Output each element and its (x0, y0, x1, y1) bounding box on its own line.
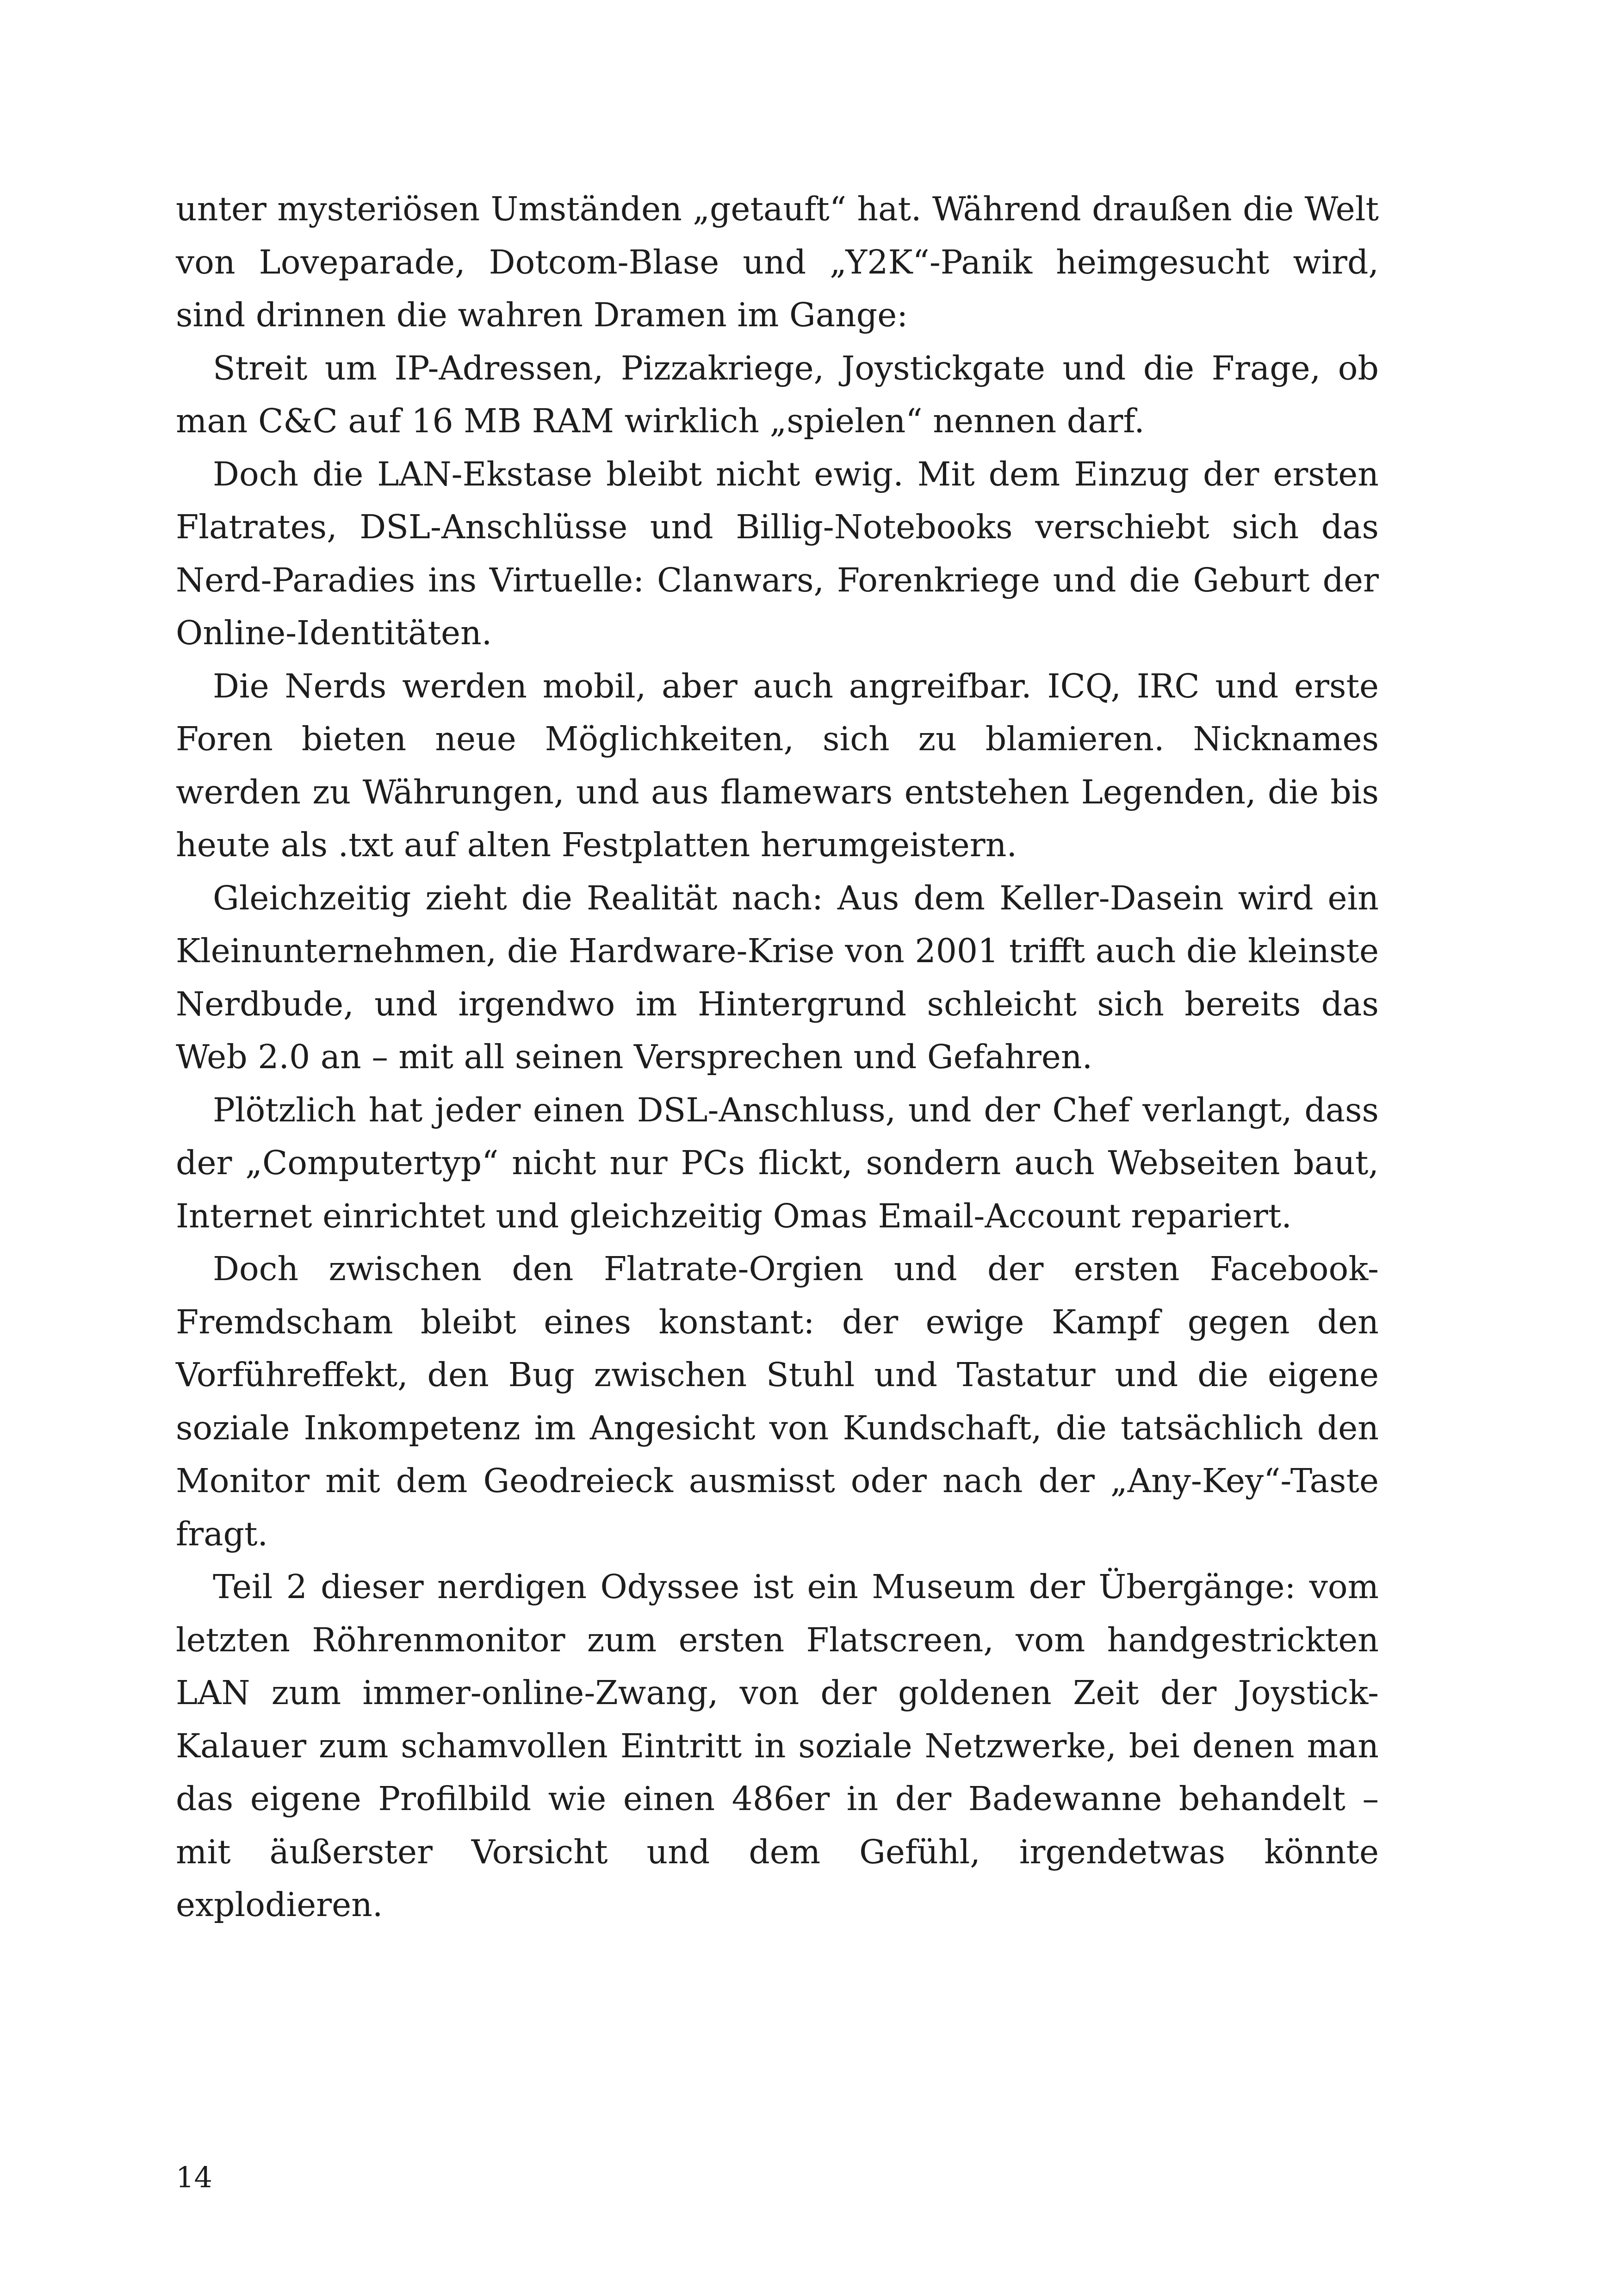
paragraph: Teil 2 dieser nerdigen Odyssee ist ein Museum der Übergänge: vom letzten Röhrenmonitor zum ersten Flatscreen, vom handgestrickten LAN zum immer-online-Zwang, von der goldenen Zeit der Joystick-Kalauer zum schamvollen Eintritt in soziale Netzwerke, bei denen man das eigene Profilbild wie einen 486er in der Badewanne behandelt – mit äußerster Vorsicht und dem Gefühl, irgendetwas könnte explodieren. (176, 1568, 1379, 1924)
page-number: 14 (176, 2160, 212, 2194)
paragraph: Doch die LAN-Ekstase bleibt nicht ewig. Mit dem Einzug der ersten Flatrates, DSL-Anschlüsse und Billig-Notebooks verschiebt sich das Nerd-Paradies ins Virtuelle: Clanwars, Forenkriege und die Geburt der Online-Identitäten. (176, 454, 1379, 652)
body-text (176, 183, 1379, 1932)
paragraph: Plötzlich hat jeder einen DSL-Anschluss, und der Chef verlangt, dass der „Computertyp“ nicht nur PCs flickt, sondern auch Webseiten baut, Internet einrichtet und gleichzeitig Omas Email-Account repariert. (176, 1090, 1379, 1235)
paragraph: Streit um IP-Adressen, Pizzakriege, Joystickgate und die Frage, ob man C&C auf 16 MB RAM wirklich „spielen“ nennen darf. (176, 348, 1379, 440)
paragraph: Die Nerds werden mobil, aber auch angreifbar. ICQ, IRC und erste Foren bieten neue Möglichkeiten, sich zu blamieren. Nicknames werden zu Währungen, und aus flamewars entstehen Legenden, die bis heute als .txt auf alten Festplatten herumgeistern. (176, 666, 1379, 864)
paragraph: Doch zwischen den Flatrate-Orgien und der ersten Facebook-Fremdscham bleibt eines konstant: der ewige Kampf gegen den Vorführeffekt, den Bug zwischen Stuhl und Tastatur und die eigene soziale Inkompetenz im Angesicht von Kundschaft, die tatsächlich den Monitor mit dem Geodreieck ausmisst oder nach der „Any-Key“-Taste fragt. (176, 1250, 1379, 1553)
paragraph: Gleichzeitig zieht die Realität nach: Aus dem Keller-Dasein wird ein Kleinunternehmen, die Hardware-Krise von 2001 trifft auch die kleinste Nerdbude, und irgendwo im Hintergrund schleicht sich bereits das Web 2.0 an – mit all seinen Versprechen und Gefahren. (176, 878, 1379, 1076)
paragraph-continuation: unter mysteriösen Umständen „getauft“ hat. Während draußen die Welt von Loveparade, Dotcom-Blase und „Y2K“-Panik heimgesucht wird, sind drinnen die wahren Dramen im Gange: (176, 190, 1379, 334)
